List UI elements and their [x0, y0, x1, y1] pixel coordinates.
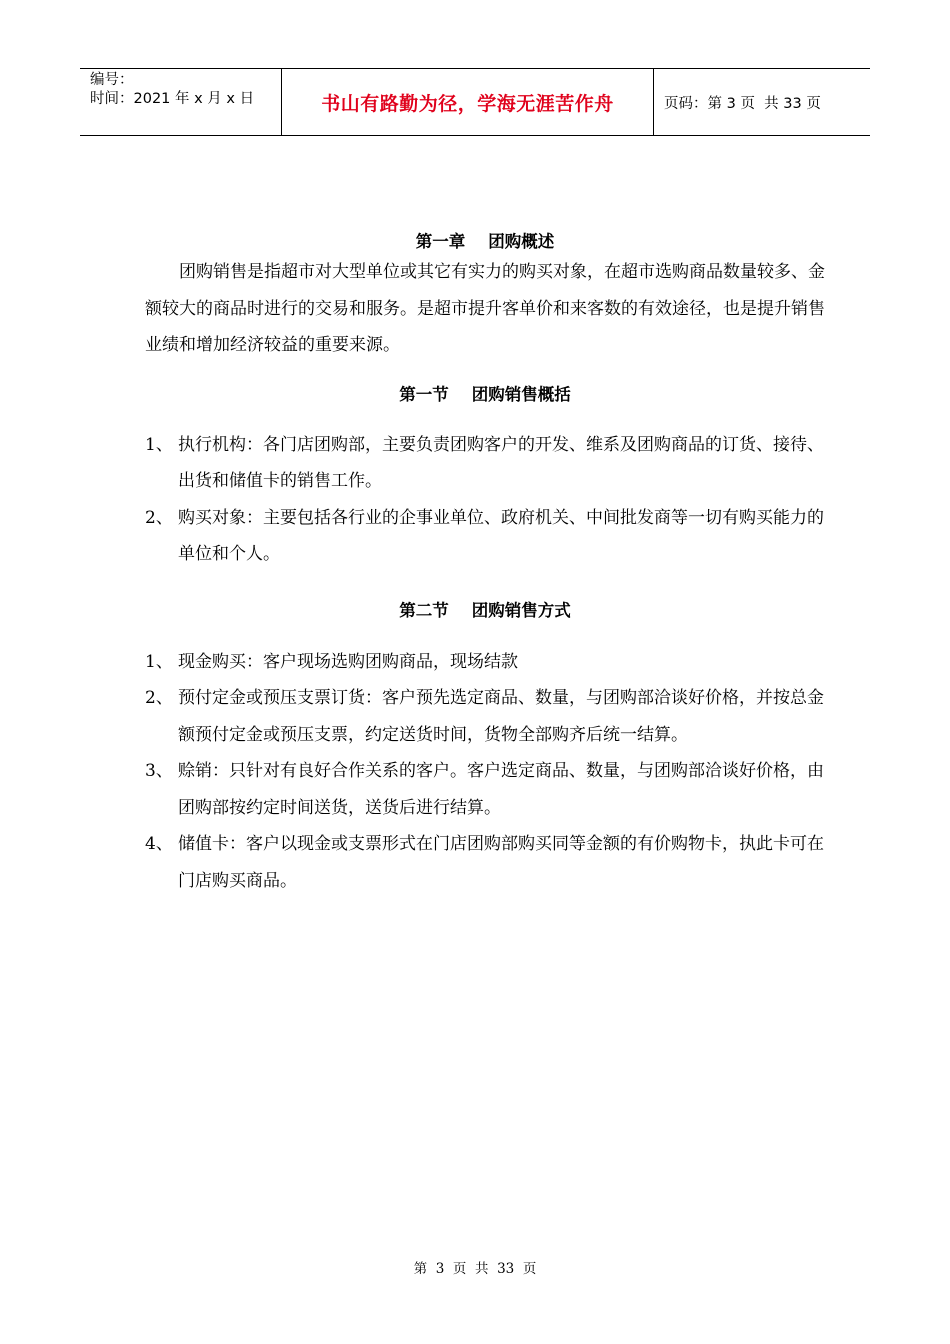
list-item	[145, 644, 825, 681]
section1-title: 第一节 团购销售概括	[399, 384, 571, 404]
header-page-label: 页码：第 3 页 共 33 页	[664, 95, 821, 112]
item-number: 2、	[145, 507, 173, 528]
list-item	[145, 753, 825, 826]
item-text: 赊销：只针对有良好合作关系的客户。客户选定商品、数量，与团购部洽谈好价格，由团购部按约定时间送货，送货后进行结算。	[178, 761, 824, 818]
item-number: 4、	[145, 834, 173, 854]
list-item	[145, 680, 825, 753]
chapter-title: 第一章 团购概述	[415, 232, 555, 251]
item-text: 预付定金或预压支票订货：客户预先选定商品、数量，与团购部洽谈好价格，并按总金额预付定金或预压支票，约定送货时间，货物全部购齐后统一结算。	[178, 688, 824, 745]
page-header	[80, 68, 870, 136]
number-label: 编号：	[90, 72, 134, 88]
header-motto: 书山有路勤为径，学海无涯苦作舟	[282, 69, 654, 135]
item-number: 3、	[145, 761, 173, 781]
item-number: 2、	[145, 688, 173, 708]
list-item	[145, 826, 825, 899]
item-text: 储值卡：客户以现金或支票形式在门店团购部购买同等金额的有价购物卡，执此卡可在门店购买商品。	[178, 834, 824, 891]
section2-title: 第二节 团购销售方式	[399, 600, 571, 620]
list-item	[145, 500, 825, 573]
page-footer: 第 3 页 共 33 页	[413, 1261, 537, 1277]
item-text: 现金购买：客户现场选购团购商品，现场结款	[178, 651, 518, 672]
item-number: 1、	[145, 651, 173, 672]
header-meta	[80, 69, 282, 135]
document-body	[145, 228, 825, 899]
item-text: 执行机构：各门店团购部，主要负责团购客户的开发、维系及团购商品的订货、接待、出货和储值卡的销售工作。	[178, 434, 824, 491]
item-text: 购买对象：主要包括各行业的企事业单位、政府机关、中间批发商等一切有购买能力的单位和个人。	[178, 507, 824, 564]
list-item	[145, 427, 825, 500]
time-label: 时间：2021 年 x 月 x 日	[90, 91, 255, 107]
intro-paragraph: 团购销售是指超市对大型单位或其它有实力的购买对象，在超市选购商品数量较多、金额较大的商品时进行的交易和服务。是超市提升客单价和来客数的有效途径，也是提升销售业绩和增加经济较益的重要来源。	[145, 262, 825, 355]
item-number: 1、	[145, 434, 173, 455]
